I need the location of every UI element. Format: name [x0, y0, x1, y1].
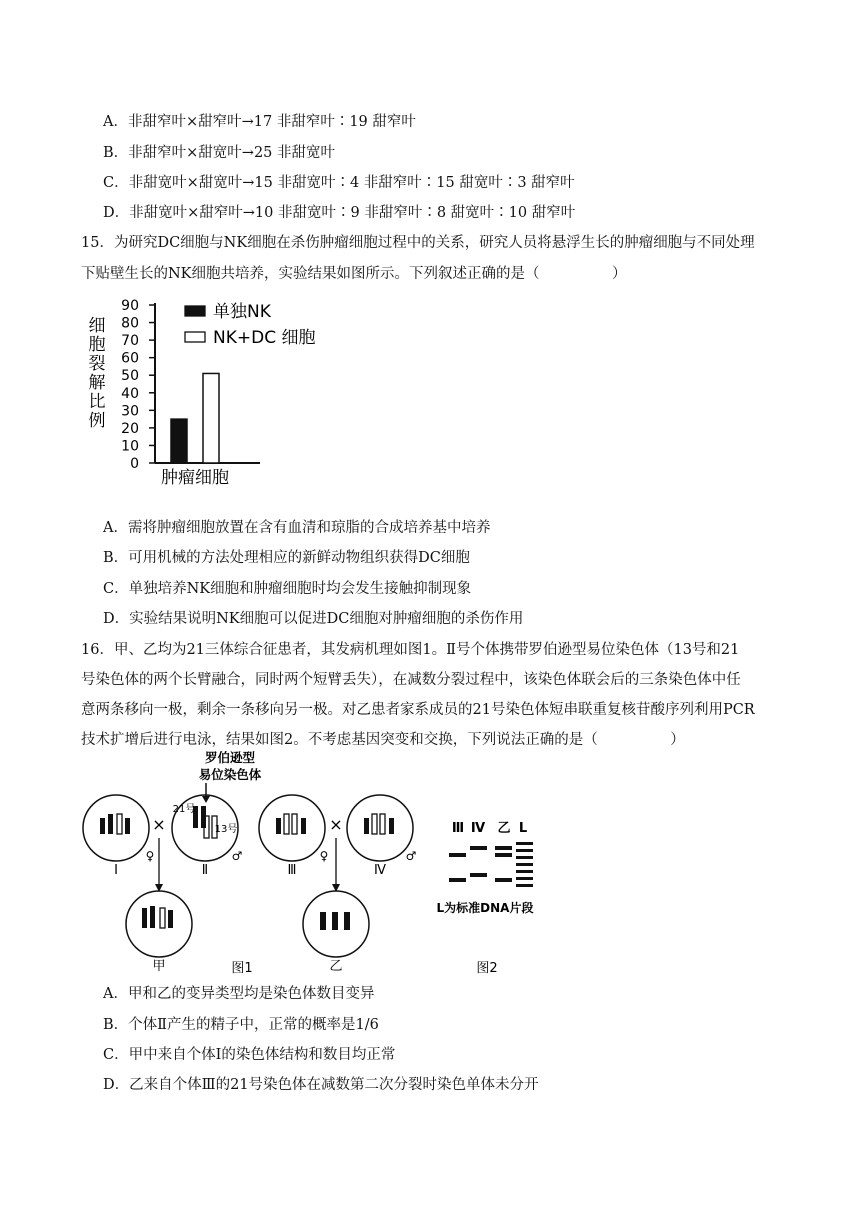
y-axis-label	[89, 316, 106, 431]
chromosomes-IV	[364, 814, 394, 834]
y-tick-label: 80	[121, 315, 139, 332]
cell-I	[83, 795, 149, 861]
q16-option-b: B．个体Ⅱ产生的精子中，正常的概率是1/6	[103, 1017, 379, 1033]
y-tick-label: 90	[121, 298, 139, 314]
y-tick-label: 10	[121, 438, 139, 455]
bar-nk-plus-dc	[203, 373, 219, 463]
gel-headers	[452, 821, 527, 836]
gel-header-IV: Ⅳ	[470, 821, 486, 836]
rob-label-1: 罗伯逊型	[204, 750, 256, 765]
q15-option-c: C．单独培养NK细胞和肿瘤细胞时均会发生接触抑制现象	[103, 581, 472, 597]
chromosomes-yi	[320, 912, 350, 930]
q14-option-c: C．非甜宽叶×甜宽叶→15 非甜宽叶∶4 非甜窄叶∶15 甜宽叶∶3 甜窄叶	[103, 175, 575, 191]
label-III: Ⅲ	[287, 863, 297, 878]
label-jia: 甲	[152, 959, 166, 974]
y-label-char: 细	[88, 316, 106, 336]
figure-1-caption: 图1	[231, 961, 253, 976]
male-symbol-1: ♂	[231, 849, 243, 863]
chromosomes-I	[100, 814, 130, 834]
y-label-char: 裂	[88, 354, 106, 374]
q14-option-b: B．非甜窄叶×甜宽叶→25 非甜宽叶	[103, 145, 336, 161]
gel-header-yi: 乙	[497, 821, 511, 836]
q16-option-a: A．甲和乙的变异类型均是染色体数目变异	[103, 986, 375, 1002]
male-symbol-2: ♂	[405, 849, 417, 863]
chromosomes-III	[276, 814, 306, 834]
y-axis-ticks	[121, 298, 155, 472]
q14-option-a: A．非甜窄叶×甜窄叶→17 非甜窄叶∶19 甜窄叶	[103, 114, 416, 130]
y-tick-label: 0	[130, 456, 139, 472]
q15-stem-line2: 下贴壁生长的NK细胞共培养，实验结果如图所示。下列叙述正确的是（ ）	[81, 266, 627, 282]
y-tick-label: 30	[121, 403, 139, 420]
gel-header-III: Ⅲ	[451, 821, 465, 836]
chr21-label: 21号	[172, 804, 196, 815]
y-label-char: 解	[88, 373, 106, 393]
gel-bands	[449, 842, 533, 887]
gel-header-L: L	[518, 821, 528, 836]
q16-stem-line2: 号染色体的两个长臂融合，同时两个短臂丢失），在减数分裂过程中，该染色体联会后的三条染色体中任	[81, 672, 741, 688]
y-tick-label: 60	[121, 350, 139, 367]
female-symbol-2: ♀	[319, 849, 329, 863]
q16-figure	[80, 748, 550, 978]
q15-option-a: A．需将肿瘤细胞放置在含有血清和琼脂的合成培养基中培养	[103, 520, 491, 536]
q16-stem-line4: 技术扩增后进行电泳，结果如图2。不考虑基因突变和交换，下列说法正确的是（ ）	[81, 732, 685, 748]
y-label-char: 胞	[88, 335, 106, 355]
q15-option-d: D．实验结果说明NK细胞可以促进DC细胞对肿瘤细胞的杀伤作用	[103, 611, 524, 627]
cross-1: ×	[152, 815, 166, 834]
q16-option-c: C．甲中来自个体Ⅰ的染色体结构和数目均正常	[103, 1047, 396, 1063]
label-I: Ⅰ	[114, 863, 118, 878]
label-IV: Ⅳ	[374, 863, 386, 878]
chr13-label: 13号	[214, 824, 238, 835]
figure-2-caption: 图2	[476, 961, 498, 976]
bar-nk-alone	[171, 419, 187, 463]
legend-swatch	[185, 306, 205, 316]
cell-jia	[126, 891, 192, 957]
y-label-char: 比	[88, 392, 106, 412]
rob-label-2: 易位染色体	[198, 767, 262, 782]
q16-stem-line1: 16．甲、乙均为21三体综合征患者，其发病机理如图1。Ⅱ号个体携带罗伯逊型易位染色体（13号和21	[81, 642, 740, 658]
chromosomes-jia	[142, 906, 173, 928]
legend-label: 单独NK	[213, 302, 271, 322]
y-tick-label: 50	[121, 368, 139, 385]
female-symbol-1: ♀	[145, 849, 155, 863]
y-tick-label: 20	[121, 420, 139, 437]
y-tick-label: 70	[121, 333, 139, 350]
x-category-label: 肿瘤细胞	[161, 468, 229, 488]
rob-arrowhead	[202, 796, 210, 803]
q15-option-b: B．可用机械的方法处理相应的新鲜动物组织获得DC细胞	[103, 550, 470, 566]
label-yi: 乙	[329, 959, 343, 974]
q15-bar-chart	[85, 295, 365, 495]
label-II: Ⅱ	[201, 863, 209, 878]
bars	[171, 373, 219, 463]
chromosomes-II	[193, 806, 217, 838]
q14-option-d: D．非甜宽叶×甜窄叶→10 非甜宽叶∶9 非甜窄叶∶8 甜宽叶∶10 甜窄叶	[103, 205, 576, 221]
cross-2: ×	[329, 815, 343, 834]
y-label-char: 例	[88, 411, 106, 431]
q16-stem-line3: 意两条移向一极，剩余一条移向另一极。对乙患者家系成员的21号染色体短串联重复核苷酸序列利用PCR	[81, 702, 755, 718]
legend-swatch	[185, 332, 205, 342]
q15-stem-line1: 15．为研究DC细胞与NK细胞在杀伤肿瘤细胞过程中的关系，研究人员将悬浮生长的肿瘤细胞与不同处理	[81, 235, 755, 251]
y-tick-label: 40	[121, 385, 139, 402]
legend	[185, 302, 315, 348]
legend-label: NK+DC 细胞	[213, 328, 316, 348]
q16-option-d: D．乙来自个体Ⅲ的21号染色体在减数第二次分裂时染色单体未分开	[103, 1077, 539, 1093]
gel-caption: L为标准DNA片段	[436, 901, 534, 915]
